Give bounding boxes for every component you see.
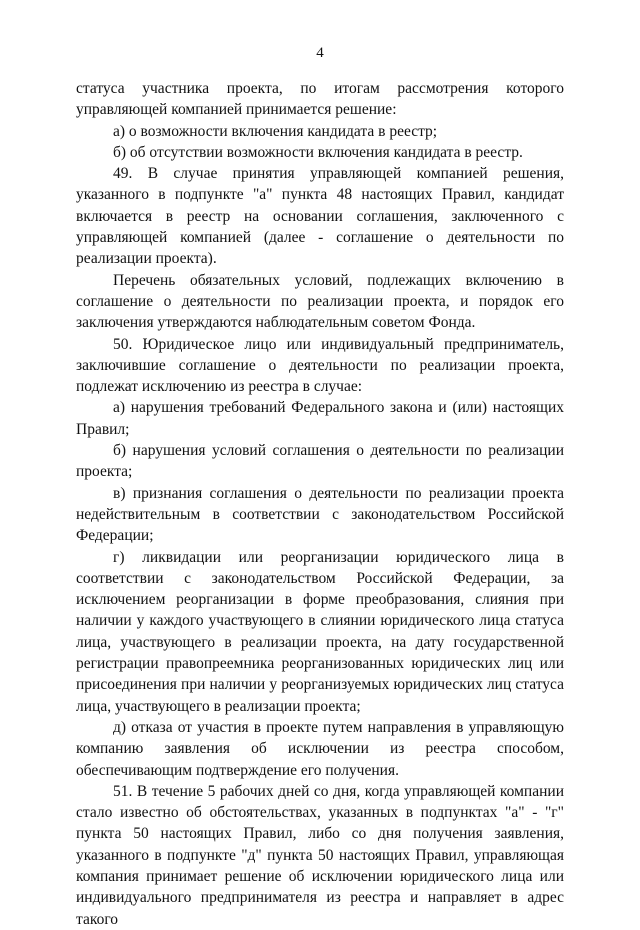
page-number: 4 — [316, 45, 324, 61]
paragraph-conditions-list: Перечень обязательных условий, подлежащих включению в соглашение о деятельности по реализации проекта, и порядок его заключения утверждаются наблюдательным советом Фонда. — [76, 271, 564, 332]
paragraph-clause-51: 51. В течение 5 рабочих дней со дня, когда управляющей компании стало известно об обстоятельствах, указанных в подпунктах "а" - "г" пункта 50 настоящих Правил, либо со дня получения заявления, указанного в подпункте "д" пункта 50 настоящих Правил, управляющая компания принимает решение об исключении юридического лица или индивидуального предпринимателя из реестра и направляет в адрес такого — [76, 782, 564, 928]
paragraph-option-a: а) о возможности включения кандидата в реестр; — [113, 122, 438, 140]
paragraph-clause-50-c: в) признания соглашения о деятельности по реализации проекта недействительным в соответствии с законодательством Российской Федерации; — [76, 484, 564, 545]
paragraph-clause-50-e: д) отказа от участия в проекте путем направления в управляющую компанию заявления об исключении из реестра способом, обеспечивающим подтверждение его получения. — [76, 718, 564, 779]
paragraph-clause-49: 49. В случае принятия управляющей компанией решения, указанного в подпункте "а" пункта 48 настоящих Правил, кандидат включается в реестр на основании соглашения, заключенного с управляющей компанией (далее - соглашение о деятельности по реализации проекта). — [76, 165, 564, 268]
document-body — [76, 78, 564, 930]
paragraph-clause-50-a: а) нарушения требований Федерального закона и (или) настоящих Правил; — [76, 399, 564, 438]
paragraph-continuation: статуса участника проекта, по итогам рассмотрения которого управляющей компанией принимается решение: — [76, 80, 564, 119]
paragraph-clause-50-b: б) нарушения условий соглашения о деятельности по реализации проекта; — [76, 442, 564, 481]
paragraph-option-b: б) об отсутствии возможности включения кандидата в реестр. — [113, 143, 523, 161]
paragraph-clause-50-d: г) ликвидации или реорганизации юридического лица в соответствии с законодательством Российской Федерации, за исключением реорганизации в форме преобразования, слияния при наличии у каждого участвующего в слиянии юридического лица статуса лица, участвующего в реализации проекта, на дату государственной регистрации правопреемника реорганизованных юридических лиц или присоединения при наличии у реорганизуемых юридических лиц статуса лица, участвующего в реализации проекта; — [76, 548, 564, 715]
paragraph-clause-50: 50. Юридическое лицо или индивидуальный предприниматель, заключившие соглашение о деятельности по реализации проекта, подлежат исключению из реестра в случае: — [76, 335, 564, 396]
